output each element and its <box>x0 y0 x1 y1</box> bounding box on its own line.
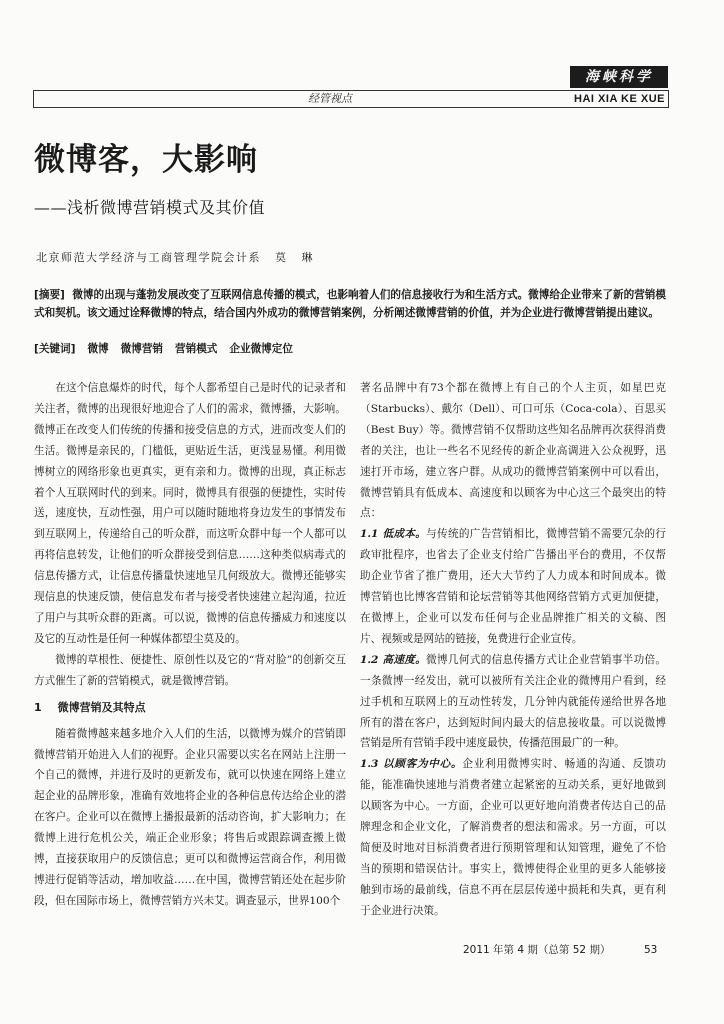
subsection-paragraph <box>360 524 666 649</box>
subsection-text: 微博几何式的信息传播方式让企业营销事半功倍。一条微博一经发出，就可以被所有关注企业的微博用户看到，经过手机和互联网上的互动性转发，几分钟内就能传递给世界各地所有的潜在客户，达到短时间内最大的信息接收量。可以说微博营销是所有营销手段中速度最快，传播范围最广的一种。 <box>360 653 667 750</box>
abstract-label: [摘要] <box>34 289 65 301</box>
keyword-item: 微博营销 <box>120 343 164 355</box>
journal-name-badge: 海峡科学 <box>570 66 668 88</box>
subsection-paragraph <box>360 754 666 921</box>
subsection-text: 与传统的广告营销相比，微博营销不需要冗杂的行政审批程序，也省去了企业支付给广告播出平台的费用，不仅帮助企业节省了推广费用，还大大节约了人力成本和时间成本。微博营销也比博客营销和论坛营销等其他网络营销方式更加便捷，在微博上，企业可以发布任何与企业品牌推广相关的文稿、图片、视频或是网站的链接，免费进行企业宣传。 <box>360 528 667 645</box>
author-affiliation <box>36 250 319 266</box>
page-number: 53 <box>644 944 658 956</box>
keyword-item: 微博 <box>87 343 109 355</box>
journal-pinyin: HAI XIA KE XUE <box>574 93 665 105</box>
issue-info: 2011 年第 4 期（总第 52 期） <box>463 944 611 956</box>
keywords <box>34 341 666 359</box>
keyword-item: 企业微博定位 <box>229 343 293 355</box>
body-left-column <box>34 378 346 912</box>
section-title: 微博营销及其特点 <box>57 700 146 714</box>
article-subtitle: ——浅析微博营销模式及其价值 <box>34 198 266 217</box>
body-right-column <box>360 378 666 922</box>
article-title: 微博客，大影响 <box>34 142 258 178</box>
paragraph: 随着微博越来越多地介入人们的生活，以微博为媒介的营销即微博营销开始进入人们的视野。企业只需要以实名在网站上注册一个自己的微博，并进行及时的更新发布，就可以快速在网络上建立起企业的品牌形象，准确有效地将企业的各种信息传达给企业的潜在客户。企业可以在微博上播报最新的活动咨询，扩大影响力；在微博上进行危机公关，端正企业形象；将售后或跟踪调查搬上微博，直接获取用户的反馈信息；更可以和微博运营商合作，利用微博进行促销等活动，增加收益……在中国，微博营销还处在起步阶段，但在国际市场上，微博营销方兴未艾。调查显示，世界100个 <box>34 727 346 907</box>
abstract-text: 微博的出现与蓬勃发展改变了互联网信息传播的模式，也影响着人们的信息接收行为和生活方式。微博给企业带来了新的营销模式和契机。该文通过诠释微博的特点，结合国内外成功的微博营销案例，分析阐述微博营销的价值，并为企业进行微博营销提出建议。 <box>34 289 667 319</box>
section-label: 经管视点 <box>308 92 352 105</box>
subsection-paragraph <box>360 650 666 755</box>
author-name: 莫 琳 <box>275 251 319 264</box>
subsection-heading: 1.3 以顾客为中心。 <box>360 758 463 771</box>
institution: 北京师范大学经济与工商管理学院会计系 <box>36 251 261 264</box>
abstract <box>34 287 666 322</box>
section-heading <box>34 698 346 718</box>
subsection-heading: 1.2 高速度。 <box>360 653 427 666</box>
keyword-item: 营销模式 <box>175 343 218 355</box>
paragraph: 著名品牌中有73个都在微博上有自己的个人主页，如星巴克（Starbucks）、戴尔（Dell）、可口可乐（Coca-cola）、百思买（Best Buy）等。微博营销不仅帮助这些知名品牌再次获得消费者的关注，也让一些名不见经传的新企业高调进入公众视野，迅速打开市场，建立客户群。从成功的微博营销案例中可以看出，微博营销具有低成本、高速度和以顾客为中心这三个最突出的特点： <box>360 382 666 520</box>
subsection-text: 企业利用微博实时、畅通的沟通、反馈功能，能准确快速地与消费者建立起紧密的互动关系，更好地做到以顾客为中心。一方面，企业可以更好地向消费者传达自己的品牌理念和企业文化，了解消费者的想法和需求。另一方面，可以简便及时地对目标消费者进行预期管理和认知管理，避免了不恰当的预期和错误估计。事实上，微博使得企业里的更多人能够接触到市场的最前线，信息不再在层层传递中损耗和失真，更有利于企业进行决策。 <box>360 758 667 917</box>
subsection-heading: 1.1 低成本。 <box>360 528 427 541</box>
section-number: 1 <box>34 700 42 714</box>
keywords-label: [关键词] <box>34 343 76 355</box>
paragraph: 在这个信息爆炸的时代，每个人都希望自己是时代的记录者和关注者，微博的出现很好地迎合了人们的需求，微博播，大影响。微博正在改变人们传统的传播和接受信息的方式，进而改变人们的生活。微博是亲民的，门槛低，更贴近生活，更浅显易懂。利用微博树立的网络形象也更真实，更有亲和力。微博的出现，真正标志着个人互联网时代的到来。同时，微博具有很强的便捷性，实时传送，速度快，互动性强，用户可以随时随地将身边发生的事情发布到互联网上，传递给自己的听众群，而这听众群中每一个人都可以再将信息转发，让他们的听众群接受到信息……这种类似病毒式的信息传播方式，让信息传播量快速地呈几何级放大。微博还能够实现信息的快速反馈，使信息发布者与接受者快速建立起沟通，拉近了用户与其听众群的距离。可以说，微博的信息传播威力和速度以及它的互动性是任何一种媒体都望尘莫及的。 <box>34 382 346 645</box>
paragraph: 微博的草根性、便捷性、原创性以及它的“背对脸”的创新交互方式催生了新的营销模式，就是微博营销。 <box>34 653 346 687</box>
